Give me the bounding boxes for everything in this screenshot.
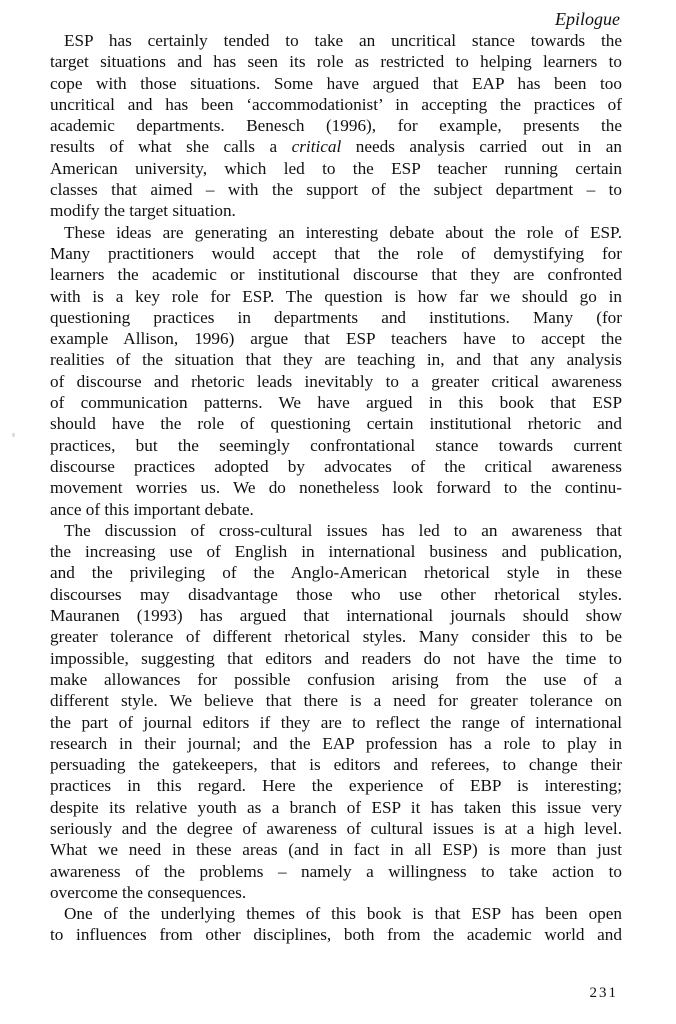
text-line: uncritical and has been ‘accommodationist’ in accepting the practices of [50, 94, 622, 114]
text-line: the increasing use of English in international business and publication, [50, 542, 622, 562]
text-line: One of the underlying themes of this book is that ESP has been open [64, 904, 622, 924]
page-number: 231 [589, 985, 618, 1001]
text-line: practices in this regard. Here the experience of EBP is interesting; [50, 776, 622, 796]
text-run: results of what she calls a [50, 137, 292, 157]
text-line: Many practitioners would accept that the role of demystifying for [50, 243, 622, 263]
text-line: Mauranen (1993) has argued that international journals should show [50, 606, 622, 626]
text-line: overcome the consequences. [50, 882, 247, 902]
text-line: awareness of the problems – namely a willingness to take action to [50, 861, 622, 881]
scan-speck [12, 433, 15, 437]
text-line: of discourse and rhetoric leads inevitably to a greater critical awareness [50, 371, 622, 391]
text-line: learners the academic or institutional discourse that they are confronted [50, 265, 622, 285]
text-line: What we need in these areas (and in fact in all ESP) is more than just [50, 840, 622, 860]
text-line: discourse practices adopted by advocates of the critical awareness [50, 456, 622, 476]
text-line: and the privileging of the Anglo-American rhetorical style in these [50, 563, 622, 583]
text-line: cope with those situations. Some have argued that EAP has been too [50, 73, 622, 93]
paragraph-1 [50, 30, 622, 222]
paragraph-2 [50, 222, 622, 520]
text-line: classes that aimed – with the support of the subject department – to [50, 180, 622, 200]
text-line: to influences from other disciplines, both from the academic world and [50, 925, 622, 945]
paragraph-3 [50, 520, 622, 903]
text-run: needs analysis carried out in an [341, 137, 622, 157]
text-line: movement worries us. We do nonetheless look forward to the continu- [50, 478, 622, 498]
text-line: ESP has certainly tended to take an uncritical stance towards the [64, 31, 622, 50]
text-line: questioning practices in departments and institutions. Many (for [50, 307, 622, 327]
text-line: discourses may disadvantage those who use other rhetorical styles. [50, 584, 622, 604]
text-line: The discussion of cross-cultural issues has led to an awareness that [64, 520, 622, 540]
text-line: persuading the gatekeepers, that is editors and referees, to change their [50, 755, 622, 775]
paragraph-4 [50, 903, 622, 946]
text-line: with is a key role for ESP. The question is how far we should go in [50, 286, 622, 306]
text-line: American university, which led to the ESP teacher running certain [50, 158, 622, 178]
text-line: practices, but the seemingly confrontational stance towards current [50, 435, 622, 455]
text-line: impossible, suggesting that editors and readers do not have the time to [50, 648, 622, 668]
text-line: should have the role of questioning certain institutional rhetoric and [50, 414, 622, 434]
text-line: These ideas are generating an interesting debate about the role of ESP. [64, 222, 622, 242]
text-line: example Allison, 1996) argue that ESP teachers have to accept the [50, 329, 622, 349]
italic-term-critical: critical [291, 137, 342, 157]
body-text [50, 30, 622, 946]
text-line: research in their journal; and the EAP profession has a role to play in [50, 733, 622, 753]
text-line: despite its relative youth as a branch of ESP it has taken this issue very [50, 797, 622, 817]
text-line: make allowances for possible confusion arising from the use of a [50, 669, 622, 689]
text-line: different style. We believe that there is a need for greater tolerance on [50, 691, 622, 711]
text-line: of communication patterns. We have argued in this book that ESP [50, 393, 622, 413]
text-line: seriously and the degree of awareness of cultural issues is at a high level. [50, 818, 622, 838]
text-line: the part of journal editors if they are to reflect the range of international [50, 712, 622, 732]
text-line-with-italic [50, 136, 622, 157]
text-line: realities of the situation that they are teaching in, and that any analysis [50, 350, 622, 370]
text-line: ance of this important debate. [50, 499, 254, 519]
text-line: modify the target situation. [50, 201, 236, 221]
text-line: greater tolerance of different rhetorical styles. Many consider this to be [50, 627, 622, 647]
running-head: Epilogue [555, 9, 620, 29]
text-line: academic departments. Benesch (1996), for example, presents the [50, 116, 622, 136]
text-line: target situations and has seen its role as restricted to helping learners to [50, 52, 622, 72]
